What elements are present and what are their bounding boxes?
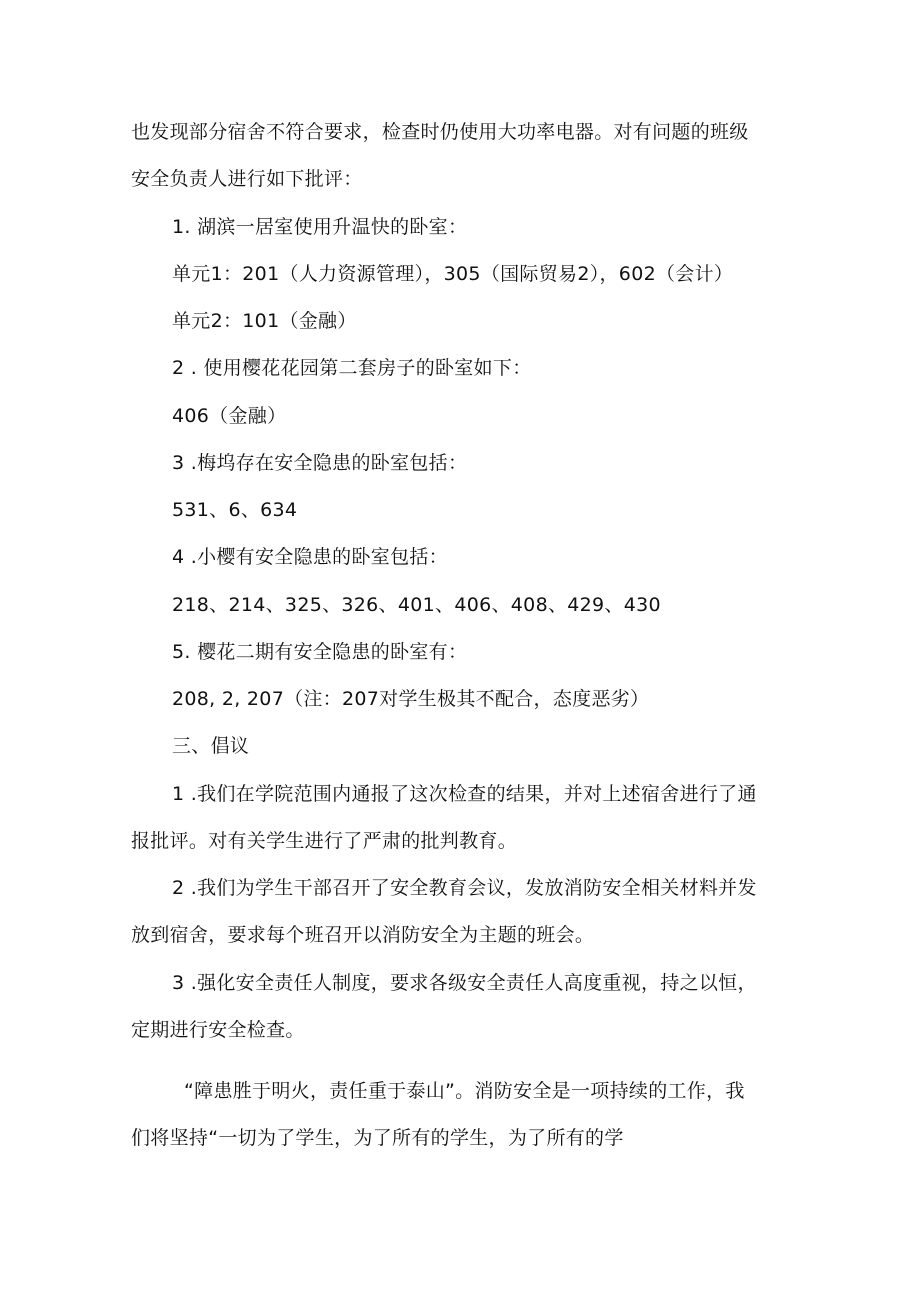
item-2-rooms: 406（金融） <box>172 405 287 427</box>
proposal-1-line-2: 报批评。对有关学生进行了严肃的批判教育。 <box>131 830 518 852</box>
closing-paragraph-line-2: 们将坚持“一切为了学生，为了所有的学生，为了所有的学 <box>131 1127 624 1149</box>
proposal-2-line-2: 放到宿舍，要求每个班召开以消防安全为主题的班会。 <box>131 924 595 946</box>
item-2-heading: 2 . 使用樱花花园第二套房子的卧室如下： <box>172 357 532 379</box>
paragraph-intro-line-2: 安全负责人进行如下批评： <box>131 168 363 190</box>
proposal-1-line-1: 1 .我们在学院范围内通报了这次检查的结果，并对上述宿舍进行了通 <box>172 783 757 805</box>
item-4-heading: 4 .小樱有安全隐患的卧室包括： <box>172 546 448 568</box>
item-1-heading: 1. 湖滨一居室使用升温快的卧室： <box>172 216 468 238</box>
item-3-rooms: 531、6、634 <box>172 499 298 521</box>
closing-paragraph-line-1: “障患胜于明火，责任重于泰山”。消防安全是一项持续的工作，我 <box>184 1080 745 1102</box>
proposal-2-line-1: 2 .我们为学生干部召开了安全教育会议，发放消防安全相关材料并发 <box>172 877 757 899</box>
paragraph-intro-line-1: 也发现部分宿舍不符合要求，检查时仍使用大功率电器。对有问题的班级 <box>131 121 749 143</box>
item-4-rooms: 218、214、325、326、401、406、408、429、430 <box>172 594 661 616</box>
item-1-unit-1: 单元1：201（人力资源管理），305（国际贸易2），602（会计） <box>172 263 734 285</box>
proposal-3-line-2: 定期进行安全检查。 <box>131 1019 305 1041</box>
proposal-3-line-1: 3 .强化安全责任人制度，要求各级安全责任人高度重视，持之以恒， <box>172 972 757 994</box>
item-5-heading: 5. 樱花二期有安全隐患的卧室有： <box>172 641 468 663</box>
section-heading-proposals: 三、倡议 <box>172 735 250 757</box>
item-1-unit-2: 单元2：101（金融） <box>172 310 357 332</box>
item-3-heading: 3 .梅坞存在安全隐患的卧室包括： <box>172 452 468 474</box>
item-5-rooms: 208, 2, 207（注：207对学生极其不配合，态度恶劣） <box>172 688 650 710</box>
